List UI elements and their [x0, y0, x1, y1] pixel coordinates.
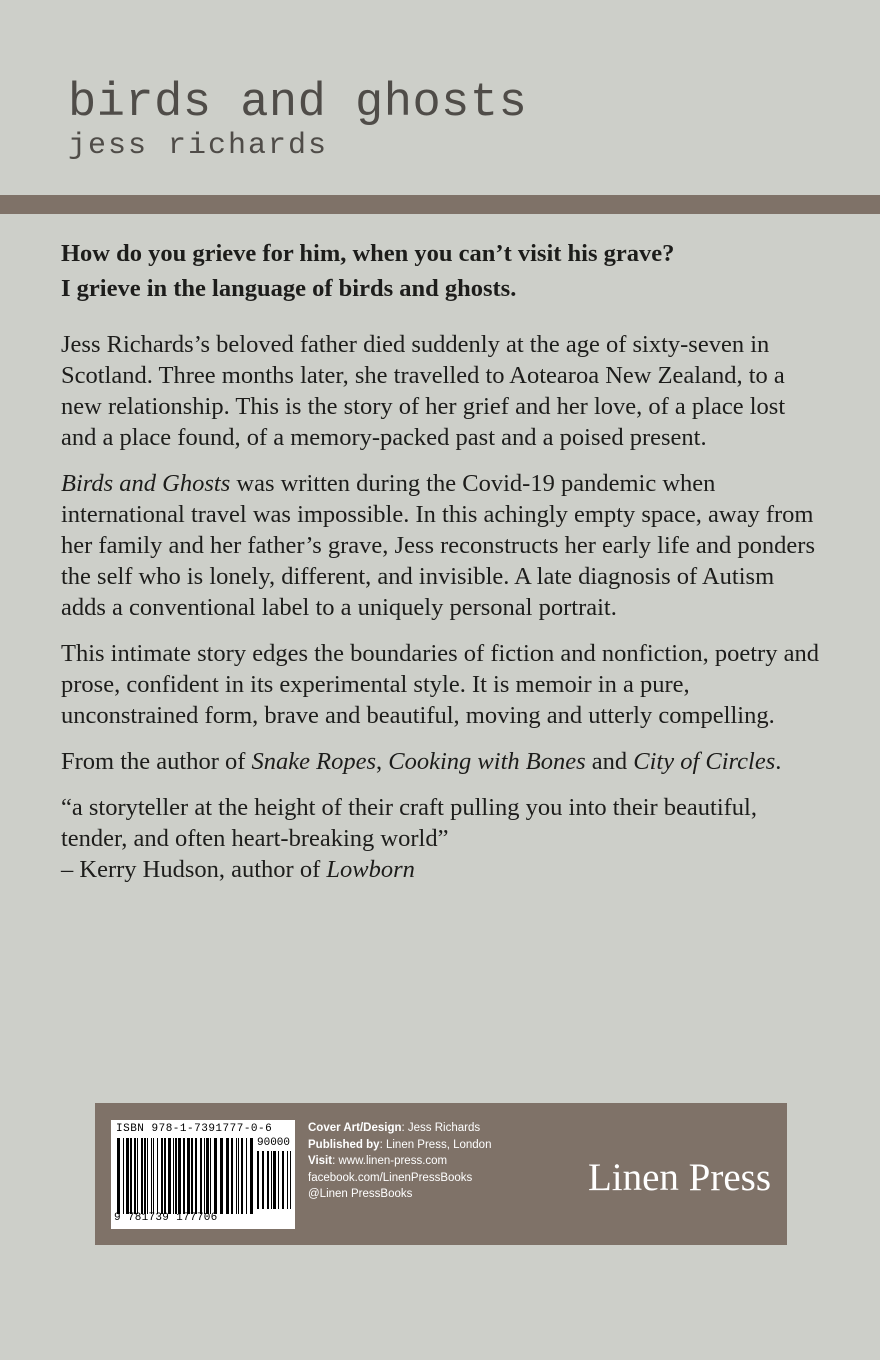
barcode-bar — [153, 1138, 154, 1214]
quote-book-title: Lowborn — [326, 856, 415, 883]
barcode-bar — [141, 1138, 143, 1214]
barcode — [111, 1120, 295, 1229]
ean-digits: 9 781739 177706 — [114, 1212, 218, 1224]
barcode-bar — [287, 1151, 288, 1209]
barcode-bar — [238, 1138, 239, 1214]
barcode-bar — [278, 1151, 279, 1209]
barcode-bar — [178, 1138, 181, 1214]
barcode-bar — [206, 1138, 209, 1214]
credit-visit-value: : www.linen-press.com — [332, 1155, 448, 1167]
barcode-bar — [157, 1138, 158, 1214]
barcode-bar — [147, 1138, 148, 1214]
credit-facebook: facebook.com/LinenPressBooks — [308, 1171, 473, 1184]
other-book-city-of-circles: City of Circles — [633, 748, 776, 775]
other-books-suffix: . — [775, 748, 782, 775]
other-book-cooking-with-bones: Cooking with Bones — [388, 748, 586, 775]
credits — [308, 1120, 491, 1203]
other-book-snake-ropes: Snake Ropes — [251, 748, 377, 775]
barcode-bar — [210, 1138, 211, 1214]
quote-attribution: – Kerry Hudson, author of — [61, 856, 327, 883]
review-quote — [61, 792, 821, 885]
barcode-bar — [241, 1138, 243, 1214]
credit-published-value: : Linen Press, London — [379, 1138, 492, 1151]
credit-cover-value: : Jess Richards — [401, 1122, 481, 1134]
barcode-bar — [173, 1138, 174, 1214]
publisher-logo: Linen Press — [587, 1156, 771, 1199]
hook-line-1: How do you grieve for him, when you can’t visit his grave? — [61, 240, 675, 267]
barcode-bar — [175, 1138, 177, 1214]
barcode-bar — [246, 1138, 247, 1214]
barcode-bar — [137, 1138, 138, 1214]
barcode-bar — [168, 1138, 171, 1214]
barcode-bar — [134, 1138, 136, 1214]
barcode-bar — [151, 1138, 152, 1214]
credit-cover-design — [308, 1120, 491, 1137]
barcode-bar — [226, 1138, 229, 1214]
book-title-italic: Birds and Ghosts — [61, 470, 231, 497]
credit-published-label: Published by — [308, 1138, 380, 1151]
barcode-bar — [200, 1138, 202, 1214]
barcode-bar — [290, 1151, 291, 1209]
credit-visit-label: Visit — [308, 1155, 333, 1167]
credit-cover-label: Cover Art/Design — [308, 1122, 402, 1134]
barcode-bar — [271, 1151, 272, 1209]
title-block — [68, 78, 527, 162]
barcode-bar — [161, 1138, 163, 1214]
credit-social: @Linen PressBooks — [308, 1188, 413, 1200]
barcode-bar — [273, 1151, 276, 1209]
addon-barcode-bars — [257, 1151, 291, 1209]
paragraph-2-text: was written during the Covid-19 pandemic when international travel was impossible. In this achingly empty space, away from her family and her father’s grave, Jess reconstructs her early life and ponders the self who is lonely, different, and invisible. A late diagnosis of Autism adds a conventional label to a uniquely personal portrait. — [61, 470, 815, 621]
hook-lines — [61, 236, 821, 306]
blurb-paragraph-1: Jess Richards’s beloved father died suddenly at the age of sixty-seven in Scotland. Three months later, she travelled to Aotearoa New Zealand, to a new relationship. This is the story of her grief and her love, of a place lost and a place found, of a memory-packed past and a poised present. — [61, 331, 786, 451]
isbn-label: ISBN 978-1-7391777-0-6 — [116, 1123, 273, 1135]
book-title: birds and ghosts — [68, 77, 528, 130]
barcode-bar — [250, 1138, 253, 1214]
barcode-bar — [164, 1138, 166, 1214]
ean-barcode-bars — [117, 1138, 253, 1214]
barcode-bar — [130, 1138, 132, 1214]
barcode-bar — [262, 1151, 264, 1209]
barcode-bar — [231, 1138, 233, 1214]
barcode-bar — [195, 1138, 197, 1214]
other-books-paragraph — [61, 746, 821, 777]
blurb-paragraph-3: This intimate story edges the boundaries of fiction and nonfiction, poetry and prose, confident in its experimental style. It is memoir in a pure, unconstrained form, brave and beautiful, moving and utterly compelling. — [61, 640, 819, 729]
credit-visit — [308, 1153, 491, 1170]
quote-text: “a storyteller at the height of their craft pulling you into their beautiful, tender, and often heart-breaking world” — [61, 794, 757, 852]
author-name: jess richards — [68, 129, 329, 163]
publisher-panel — [95, 1103, 787, 1245]
hook-line-2: I grieve in the language of birds and ghosts. — [61, 275, 517, 302]
barcode-bar — [204, 1138, 205, 1214]
price-code: 90000 — [257, 1137, 291, 1149]
separator-comma: , — [376, 748, 389, 775]
barcode-bar — [191, 1138, 193, 1214]
separator-and: and — [585, 748, 634, 775]
blurb-paragraph-2 — [61, 468, 821, 623]
barcode-bar — [220, 1138, 223, 1214]
barcode-bar — [126, 1138, 129, 1214]
credit-published-by — [308, 1137, 491, 1154]
barcode-bar — [183, 1138, 185, 1214]
barcode-bar — [144, 1138, 146, 1214]
barcode-bar — [117, 1138, 120, 1214]
barcode-bar — [282, 1151, 284, 1209]
barcode-bar — [187, 1138, 190, 1214]
other-books-prefix: From the author of — [61, 748, 252, 775]
blurb — [61, 236, 821, 900]
barcode-bar — [214, 1138, 217, 1214]
barcode-bar — [236, 1138, 237, 1214]
barcode-bar — [257, 1151, 259, 1209]
header-divider-band — [0, 195, 880, 214]
barcode-bar — [123, 1138, 124, 1214]
barcode-bar — [267, 1151, 269, 1209]
